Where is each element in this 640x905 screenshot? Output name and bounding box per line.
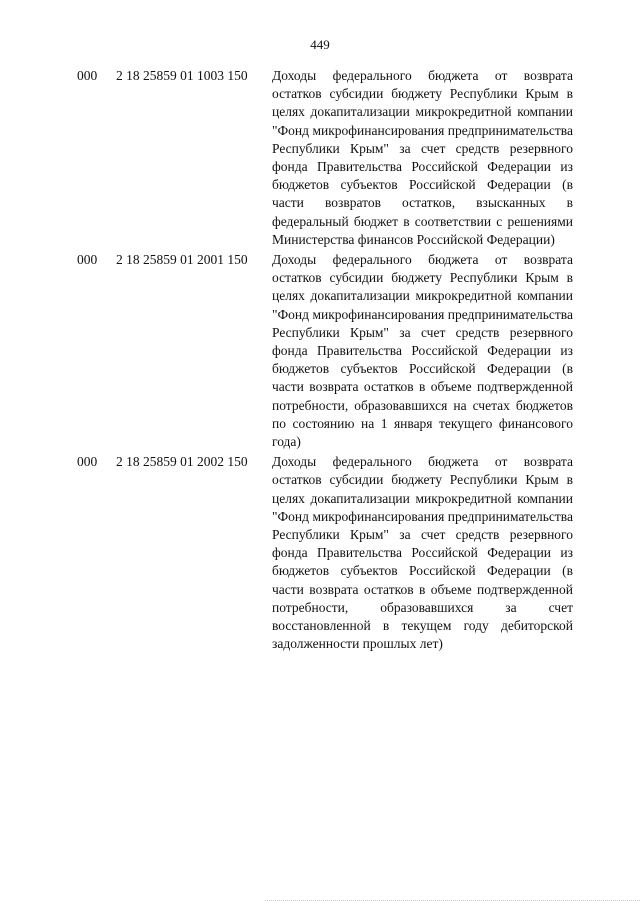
revenue-description: Доходы федерального бюджета от возврата остатков субсидии бюджету Республики Крым в целях докапитализации микрокредитной компании "Фонд микрофинансирования предпринимательства Республики Крым" за счет средств резервного фонда Правительства Российской Федерации из бюджетов субъектов Российской Федерации (в части возвратов остатков, взысканных в федеральный бюджет в соответствии с решениями Министерства финансов Российской Федерации)	[272, 68, 573, 247]
page-number: 449	[310, 37, 330, 52]
administrator-code: 000	[77, 454, 98, 470]
administrator-code: 000	[77, 68, 98, 83]
budget-classification-code: 2 18 25859 01 1003 150	[116, 68, 248, 83]
budget-classification-code: 2 18 25859 01 2002 150	[116, 454, 248, 470]
scan-edge-line	[265, 900, 640, 905]
table-row	[0, 453, 640, 653]
budget-classification-code: 2 18 25859 01 2001 150	[116, 252, 248, 268]
budget-code-table	[0, 67, 640, 656]
revenue-description: Доходы федерального бюджета от возврата остатков субсидии бюджету Республики Крым в целях докапитализации микрокредитной компании "Фонд микрофинансирования предпринимательства Республики Крым" за счет средств резервного фонда Правительства Российской Федерации из бюджетов субъектов Российской Федерации (в части возврата остатков в объеме подтвержденной потребности, образовавшихся за счет восстановленной в текущем году дебиторской задолженности прошлых лет)	[272, 454, 573, 652]
table-row	[0, 251, 640, 451]
administrator-code: 000	[77, 252, 98, 268]
revenue-description: Доходы федерального бюджета от возврата остатков субсидии бюджету Республики Крым в целях докапитализации микрокредитной компании "Фонд микрофинансирования предпринимательства Республики Крым" за счет средств резервного фонда Правительства Российской Федерации из бюджетов субъектов Российской Федерации (в части возврата остатков в объеме подтвержденной потребности, образовавшихся на счетах бюджетов по состоянию на 1 января текущего финансового года)	[272, 252, 573, 450]
table-row	[0, 67, 640, 249]
